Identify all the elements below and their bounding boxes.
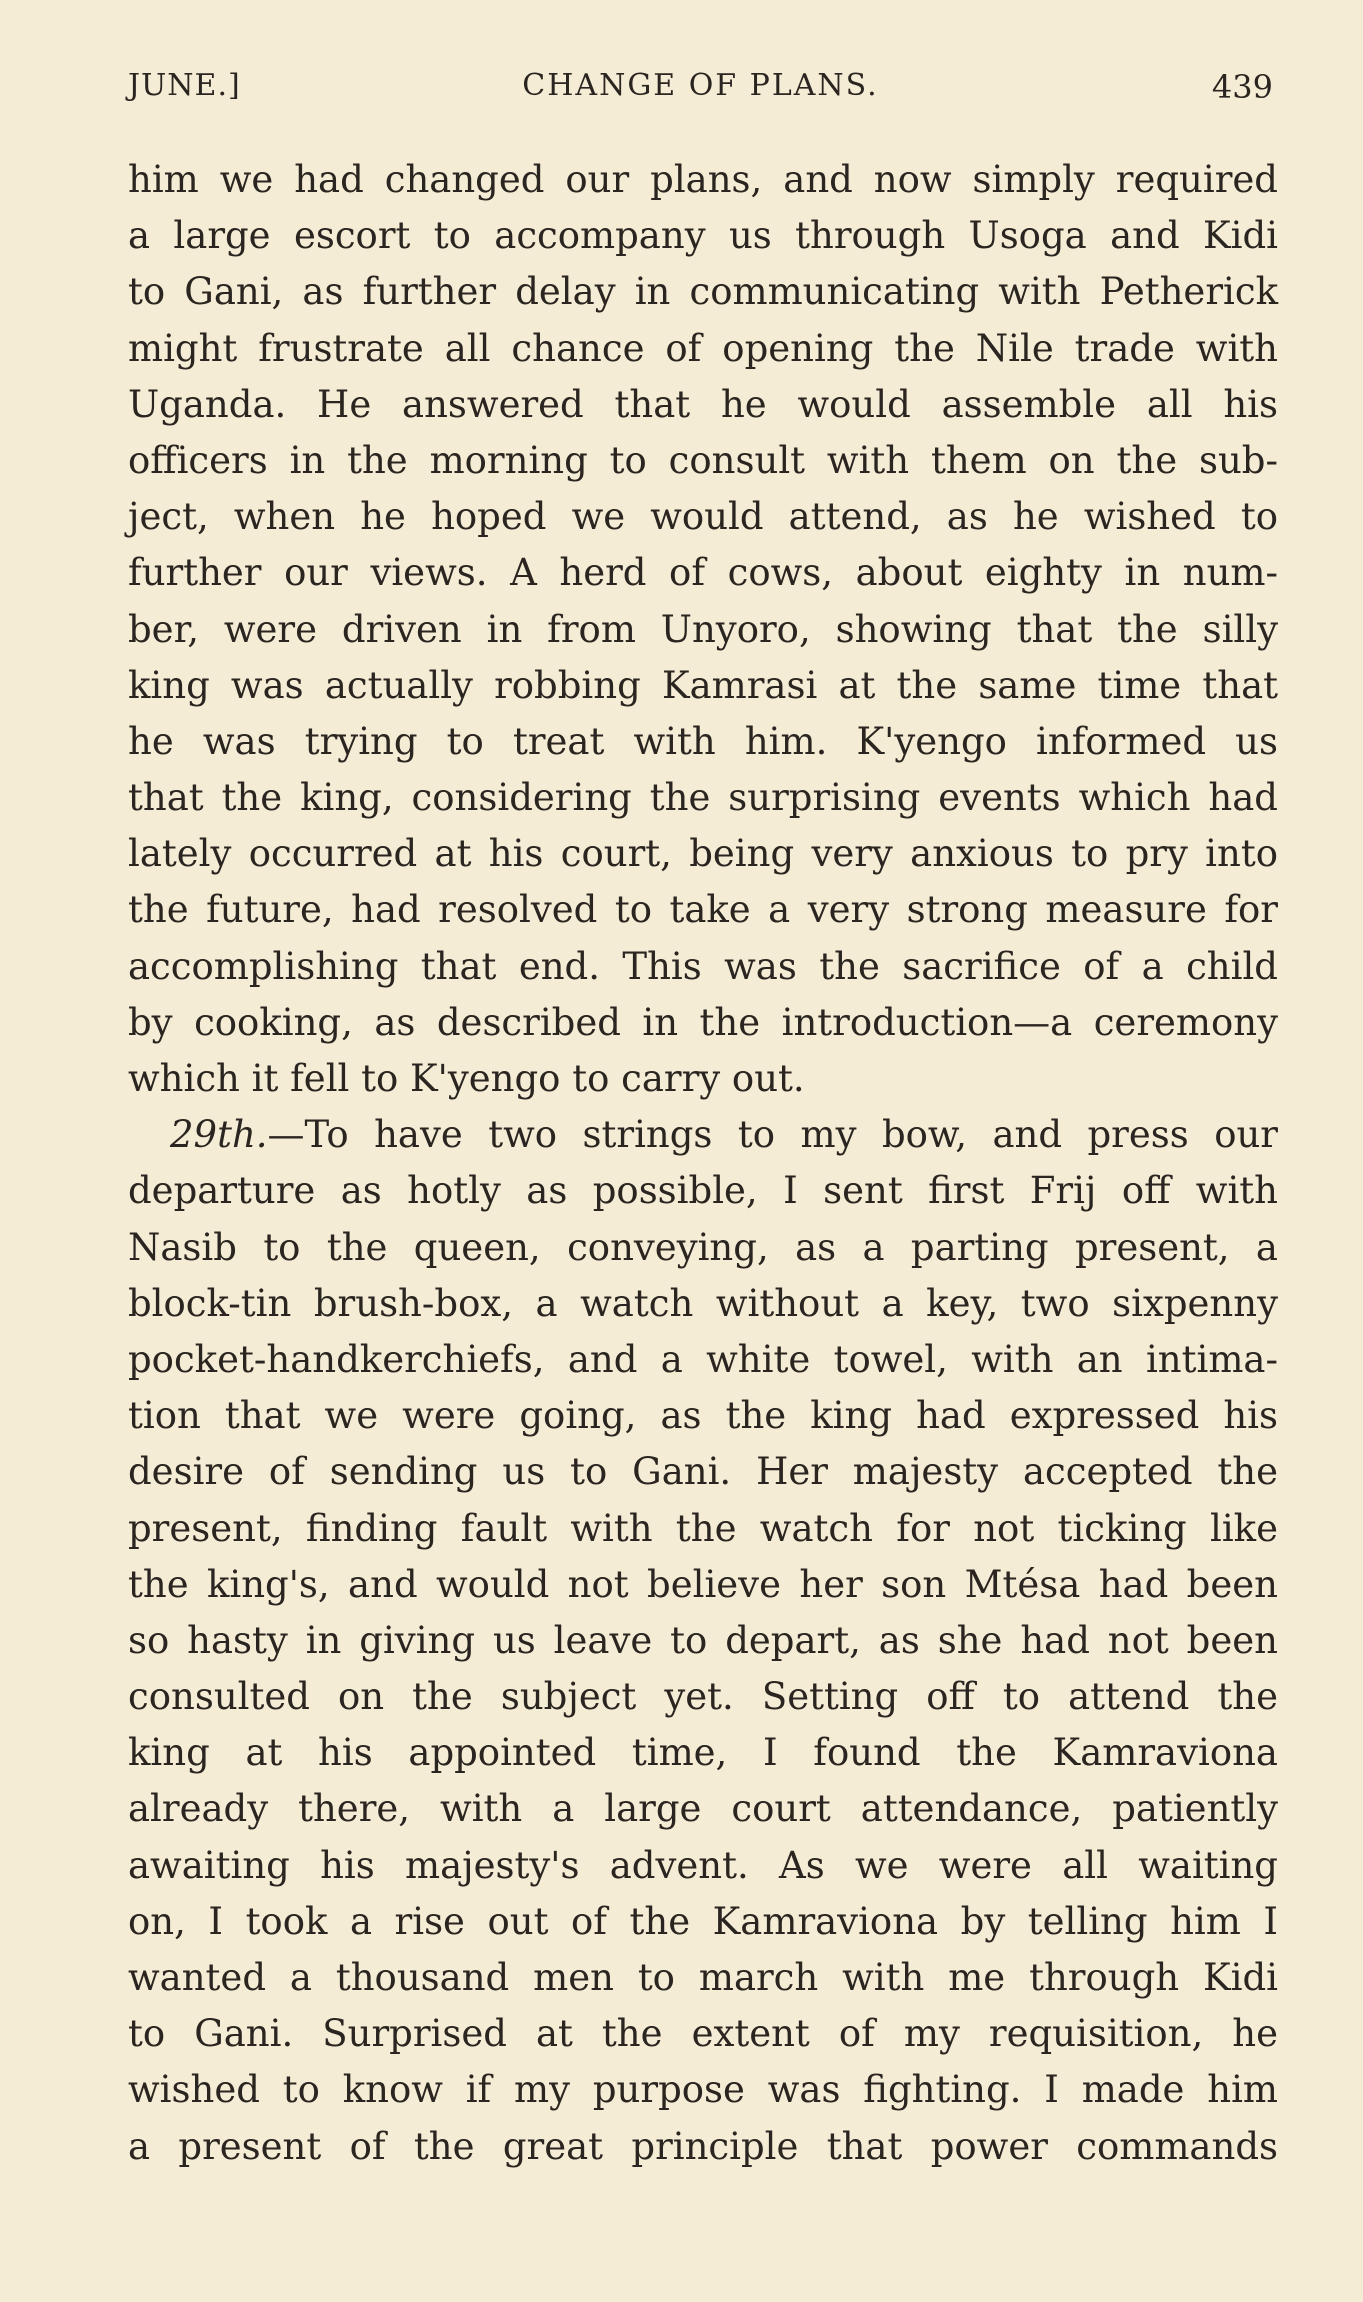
running-head-title: CHANGE OF PLANS.	[522, 68, 879, 103]
text-line: on, I took a rise out of the Kamraviona by telling him I	[128, 1899, 1278, 1943]
text-line: he was trying to treat with him. K'yengo informed us	[128, 719, 1278, 763]
text-line: to Gani. Surprised at the extent of my requisition, he	[128, 2012, 1278, 2056]
text-line: by cooking, as described in the introduction—a ceremony	[128, 1000, 1278, 1044]
text-line: further our views. A herd of cows, about eighty in num-	[128, 551, 1278, 595]
text-line: king at his appointed time, I found the Kamraviona	[128, 1731, 1278, 1775]
text-line: so hasty in giving us leave to depart, as she had not been	[128, 1618, 1278, 1662]
text-line: consulted on the subject yet. Setting off to attend the	[128, 1675, 1278, 1719]
text-line: the king's, and would not believe her son Mtésa had been	[128, 1562, 1278, 1606]
text-line: accomplishing that end. This was the sacrifice of a child	[128, 944, 1278, 988]
text-line: already there, with a large court attendance, patiently	[128, 1787, 1278, 1831]
text-line: lately occurred at his court, being very anxious to pry into	[128, 832, 1278, 876]
running-head-month: JUNE.]	[128, 68, 241, 103]
text-line: Nasib to the queen, conveying, as a parting present, a	[128, 1225, 1278, 1269]
text-line: officers in the morning to consult with them on the sub-	[128, 438, 1278, 482]
text-line: wished to know if my purpose was fighting. I made him	[128, 2068, 1278, 2112]
page-number: 439	[1211, 68, 1273, 106]
entry-date: 29th.	[170, 1113, 268, 1157]
text-line-dated	[128, 1107, 1278, 1163]
text-line: king was actually robbing Kamrasi at the same time that	[128, 663, 1278, 707]
text-line: a present of the great principle that power commands	[128, 2124, 1278, 2168]
text-line: tion that we were going, as the king had expressed his	[128, 1394, 1278, 1438]
body-text	[128, 152, 1278, 2175]
text-line: to Gani, as further delay in communicating with Petherick	[128, 270, 1278, 314]
text-line: block-tin brush-box, a watch without a key, two sixpenny	[128, 1281, 1278, 1325]
text-line: Uganda. He answered that he would assemble all his	[128, 382, 1278, 426]
text-line: present, finding fault with the watch for not ticking like	[128, 1506, 1278, 1550]
text-line: might frustrate all chance of opening the Nile trade with	[128, 326, 1278, 370]
text-line: him we had changed our plans, and now simply required	[128, 158, 1278, 201]
text-line: that the king, considering the surprising events which had	[128, 776, 1278, 820]
text-line: pocket-handkerchiefs, and a white towel, with an intima-	[128, 1337, 1278, 1381]
text-line: ject, when he hoped we would attend, as he wished to	[128, 495, 1278, 539]
text-line: which it fell to K'yengo to carry out.	[128, 1057, 805, 1100]
text-line: desire of sending us to Gani. Her majesty accepted the	[128, 1450, 1278, 1494]
text-line: wanted a thousand men to march with me through Kidi	[128, 1956, 1278, 1999]
text-line: departure as hotly as possible, I sent first Frij off with	[128, 1169, 1278, 1213]
text-line: awaiting his majesty's advent. As we were all waiting	[128, 1843, 1278, 1887]
running-head	[128, 68, 1273, 120]
text-line: a large escort to accompany us through Usoga and Kidi	[128, 214, 1278, 258]
text-line: ber, were driven in from Unyoro, showing that the silly	[128, 607, 1278, 651]
entry-text: —To have two strings to my bow, and press our	[267, 1113, 1278, 1157]
text-line: the future, had resolved to take a very strong measure for	[128, 888, 1278, 932]
